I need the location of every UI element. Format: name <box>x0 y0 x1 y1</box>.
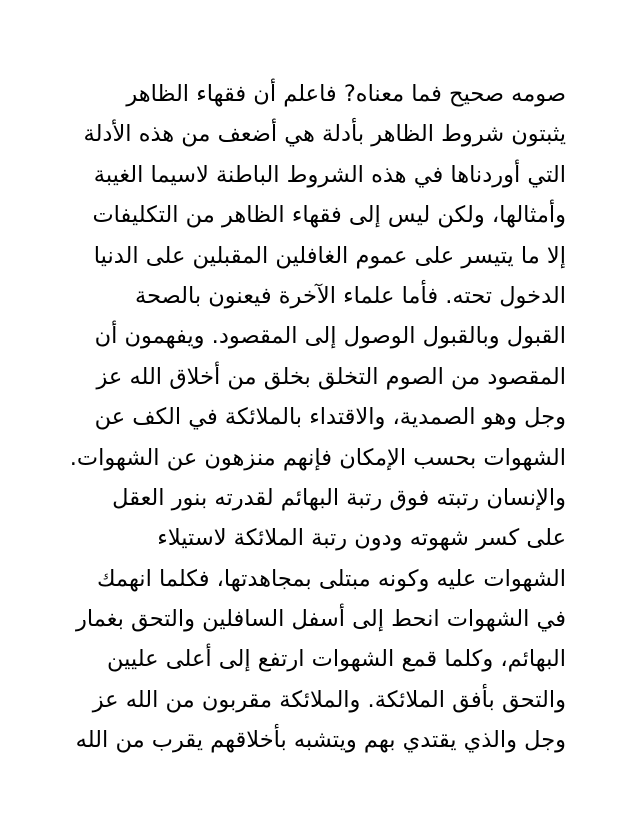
text-line: على كسر شهوته ودون رتبة الملائكة لاستيلاء <box>157 525 566 552</box>
text-line: يثبتون شروط الظاهر بأدلة هي أضعف من هذه الأدلة <box>83 121 566 148</box>
text-line: الشهوات بحسب الإمكان فإنهم منزهون عن الشهوات. <box>69 444 566 471</box>
text-line: الشهوات عليه وكونه مبتلى بمجاهدتها، فكلما انهمك <box>96 565 566 592</box>
text-line: إلا ما يتيسر على عموم الغافلين المقبلين على الدنيا <box>93 242 566 269</box>
text-line: وأمثالها، ولكن ليس إلى فقهاء الظاهر من التكليفات <box>92 202 566 229</box>
text-line: المقصود من الصوم التخلق بخلق من أخلاق الله عز <box>96 363 566 390</box>
text-line: والإنسان رتبته فوق رتبة البهائم لقدرته بنور العقل <box>112 484 566 511</box>
text-line: القبول وبالقبول الوصول إلى المقصود. ويفهمون أن <box>94 323 566 350</box>
text-line: والتحق بأفق الملائكة. والملائكة مقربون من الله عز <box>92 686 566 713</box>
text-line: في الشهوات انحط إلى أسفل السافلين والتحق بغمار <box>75 606 566 633</box>
text-line: التي أوردناها في هذه الشروط الباطنة لاسيما الغيبة <box>93 161 566 188</box>
text-line: البهائم، وكلما قمع الشهوات ارتفع إلى أعلى عليين <box>107 646 566 673</box>
text-line: صومه صحيح فما معناه? فاعلم أن فقهاء الظاهر <box>126 81 566 107</box>
text-line: الدخول تحته. فأما علماء الآخرة فيعنون بالصحة <box>135 282 566 309</box>
text-line: وجل وهو الصمدية، والاقتداء بالملائكة في الكف عن <box>94 404 566 431</box>
text-line: وجل والذي يقتدي بهم ويتشبه بأخلاقهم يقرب من الله <box>75 727 566 754</box>
arabic-text-body <box>70 74 566 761</box>
